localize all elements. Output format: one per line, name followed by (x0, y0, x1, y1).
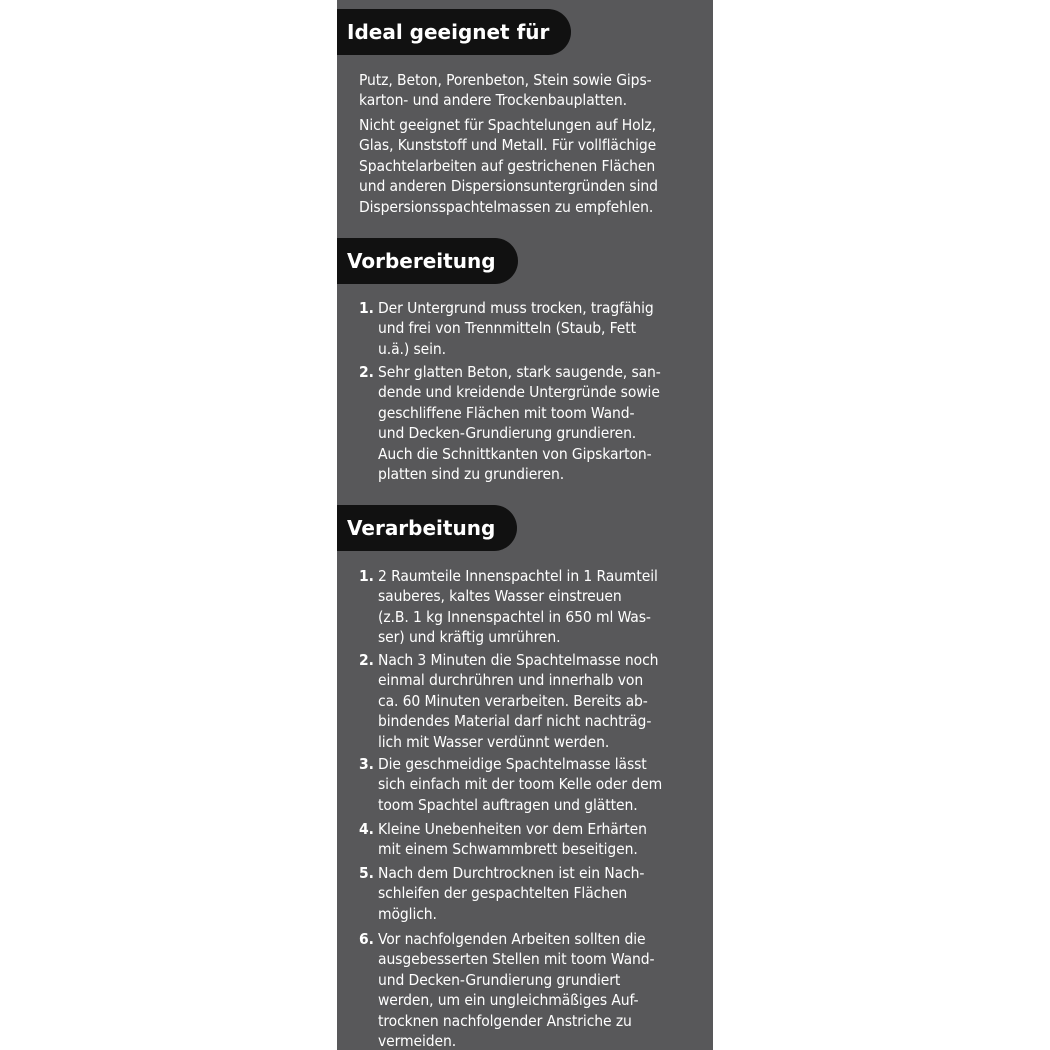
list-item-verarbeitung-5 (359, 863, 709, 924)
item-number: 3. (359, 755, 374, 773)
paragraph-suitable-surfaces (359, 70, 704, 111)
text-line: ca. 60 Minuten verarbeiten. Bereits ab- (378, 691, 648, 710)
text-line: vermeiden. (378, 1032, 457, 1050)
text-line: Sehr glatten Beton, stark saugende, san- (378, 363, 661, 381)
text-line: ausgebesserten Stellen mit toom Wand- (378, 950, 655, 969)
heading-ideal-geeignet: Ideal geeignet für (337, 9, 571, 55)
item-number: 6. (359, 930, 374, 948)
item-number: 2. (359, 651, 374, 669)
text-line: werden, um ein ungleichmäßiges Auf- (378, 991, 639, 1010)
text-line: Vor nachfolgenden Arbeiten sollten die (378, 930, 646, 948)
text-line: Der Untergrund muss trocken, tragfähig (378, 299, 654, 317)
text-line: und Decken-Grundierung grundiert (378, 970, 621, 989)
text-line: geschliffene Flächen mit toom Wand- (378, 403, 635, 422)
text-line: sich einfach mit der toom Kelle oder dem (378, 775, 663, 794)
text-line: einmal durchrühren und innerhalb von (378, 671, 644, 690)
text-line: toom Spachtel auftragen und glätten. (378, 795, 638, 814)
text-line: und anderen Dispersionsuntergründen sind (359, 177, 658, 196)
list-item-vorbereitung-2 (359, 362, 709, 484)
text-line: ser) und kräftig umrühren. (378, 628, 561, 647)
text-line: Auch die Schnittkanten von Gipskarton- (378, 444, 652, 463)
text-line: und Decken-Grundierung grundieren. (378, 424, 637, 443)
heading-verarbeitung: Verarbeitung (337, 505, 517, 551)
text-line: möglich. (378, 904, 437, 923)
heading-vorbereitung: Vorbereitung (337, 238, 518, 284)
text-line: Nach 3 Minuten die Spachtelmasse noch (378, 651, 659, 669)
text-line: u.ä.) sein. (378, 339, 446, 358)
text-line: bindendes Material darf nicht nachträg- (378, 712, 652, 731)
text-line: trocknen nachfolgender Anstriche zu (378, 1011, 632, 1030)
list-item-verarbeitung-6 (359, 929, 709, 1050)
text-line: Glas, Kunststoff und Metall. Für vollflächige (359, 136, 657, 155)
list-item-verarbeitung-3 (359, 754, 709, 815)
text-line: Kleine Unebenheiten vor dem Erhärten (378, 820, 647, 838)
text-line: Nicht geeignet für Spachtelungen auf Holz, (359, 116, 656, 134)
text-line: Putz, Beton, Porenbeton, Stein sowie Gips- (359, 71, 652, 89)
text-line: sauberes, kaltes Wasser einstreuen (378, 587, 622, 606)
text-line: Spachtelarbeiten auf gestrichenen Flächen (359, 156, 656, 175)
text-line: 2 Raumteile Innenspachtel in 1 Raumteil (378, 567, 658, 585)
text-line: dende und kreidende Untergründe sowie (378, 383, 660, 402)
text-line: mit einem Schwammbrett beseitigen. (378, 840, 638, 859)
text-line: lich mit Wasser verdünnt werden. (378, 732, 610, 751)
text-line: platten sind zu grundieren. (378, 465, 565, 484)
text-line: Nach dem Durchtrocknen ist ein Nach- (378, 864, 645, 882)
item-number: 1. (359, 567, 374, 585)
item-number: 4. (359, 820, 374, 838)
list-item-verarbeitung-4 (359, 819, 709, 860)
text-line: und frei von Trennmitteln (Staub, Fett (378, 319, 636, 338)
list-item-vorbereitung-1 (359, 298, 709, 359)
instructions-panel (337, 0, 713, 1050)
text-line: Die geschmeidige Spachtelmasse lässt (378, 755, 647, 773)
text-line: Dispersionsspachtelmassen zu empfehlen. (359, 197, 654, 216)
list-item-verarbeitung-1 (359, 566, 709, 648)
item-number: 2. (359, 363, 374, 381)
text-line: (z.B. 1 kg Innenspachtel in 650 ml Was- (378, 607, 651, 626)
list-item-verarbeitung-2 (359, 650, 709, 752)
text-line: karton- und andere Trockenbauplatten. (359, 91, 627, 110)
paragraph-not-suitable (359, 115, 704, 217)
item-number: 5. (359, 864, 374, 882)
item-number: 1. (359, 299, 374, 317)
text-line: schleifen der gespachtelten Flächen (378, 884, 628, 903)
